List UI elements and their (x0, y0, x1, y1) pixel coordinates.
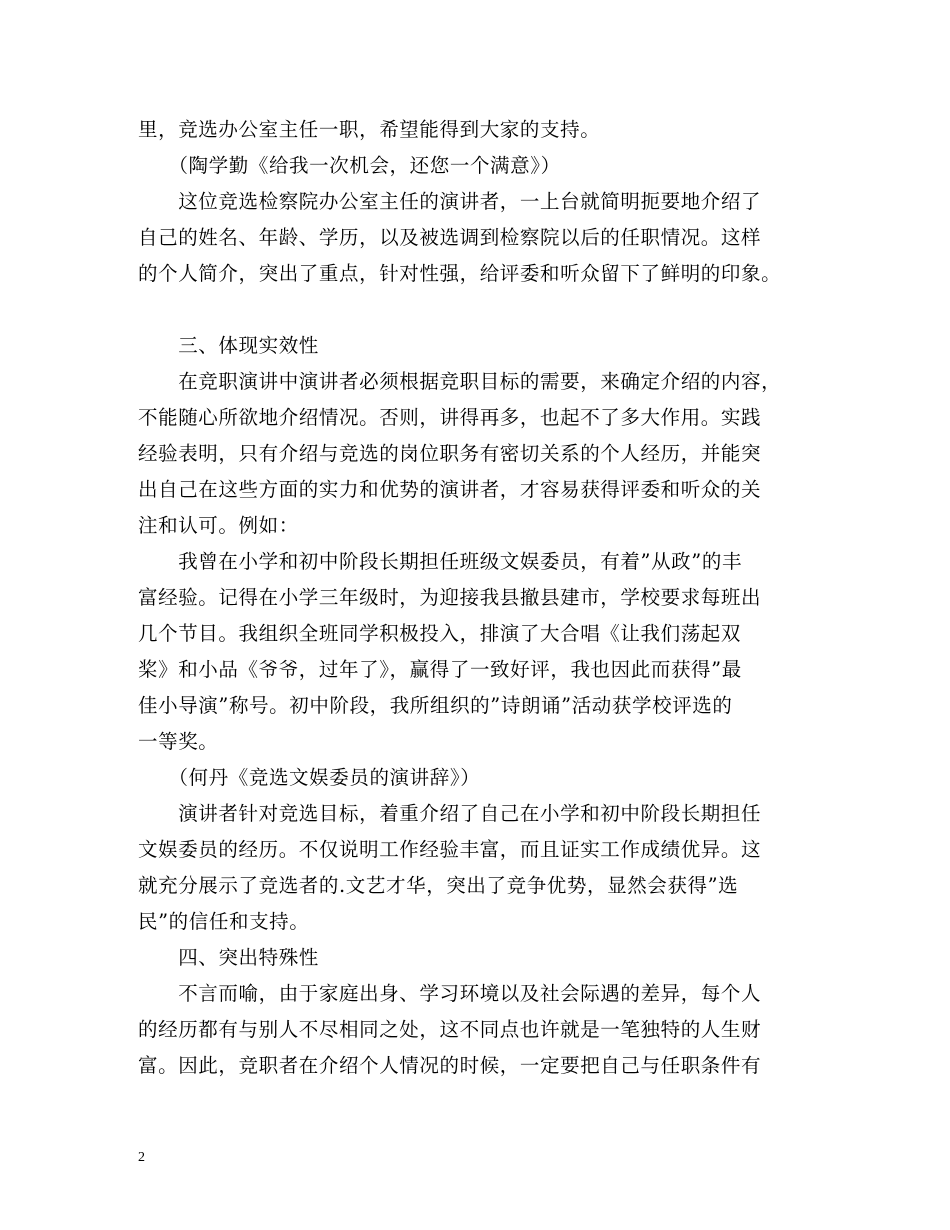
text-line: 的经历都有与别人不尽相同之处，这不同点也许就是一笔独特的人生财 (138, 1018, 762, 1041)
text-line: 文娱委员的经历。不仅说明工作经验丰富，而且证实工作成绩优异。这 (138, 838, 762, 861)
text-line: 注和认可。例如： (138, 514, 299, 537)
text-line: 在竞职演讲中演讲者必须根据竞职目标的需要，来确定介绍的内容， (138, 370, 782, 393)
citation-line: （何丹《竞选文娱委员的演讲辞》） (138, 766, 481, 789)
section-heading: 四、突出特殊性 (138, 946, 319, 969)
text-line: 不能随心所欲地介绍情况。否则，讲得再多，也起不了多大作用。实践 (138, 406, 762, 429)
page-number: 2 (138, 1150, 145, 1165)
text-line: 几个节目。我组织全班同学积极投入，排演了大合唱《让我们荡起双 (138, 622, 742, 645)
section-heading: 三、体现实效性 (138, 334, 319, 357)
text-line: 演讲者针对竞选目标，着重介绍了自己在小学和初中阶段长期担任 (138, 802, 762, 825)
text-line: 桨》和小品《爷爷，过年了》，赢得了一致好评，我也因此而获得”最 (138, 658, 742, 681)
text-line: 富经验。记得在小学三年级时，为迎接我县撤县建市，学校要求每班出 (138, 586, 762, 609)
text-line: 佳小导演”称号。初中阶段，我所组织的”诗朗诵”活动获学校评选的 (138, 694, 733, 717)
text-line: 里，竞选办公室主任一职，希望能得到大家的支持。 (138, 118, 601, 141)
text-line: 这位竞选检察院办公室主任的演讲者，一上台就简明扼要地介绍了 (138, 190, 762, 213)
text-line: 就充分展示了竞选者的.文艺才华，突出了竞争优势，显然会获得”选 (138, 874, 739, 897)
text-line: 不言而喻，由于家庭出身、学习环境以及社会际遇的差异，每个人 (138, 982, 762, 1005)
paragraph-gap (138, 292, 822, 328)
text-line: 出自己在这些方面的实力和优势的演讲者，才容易获得评委和听众的关 (138, 478, 762, 501)
body-text (138, 112, 822, 1084)
text-line: 经验表明，只有介绍与竞选的岗位职务有密切关系的个人经历，并能突 (138, 442, 762, 465)
text-line: 自己的姓名、年龄、学历，以及被选调到检察院以后的任职情况。这样 (138, 226, 762, 249)
text-line: 民”的信任和支持。 (138, 910, 310, 933)
citation-line: （陶学勤《给我一次机会，还您一个满意》） (138, 154, 561, 177)
text-line: 富。因此，竞职者在介绍个人情况的时候，一定要把自己与任职条件有 (138, 1054, 762, 1077)
text-line: 我曾在小学和初中阶段长期担任班级文娱委员，有着”从政”的丰 (138, 550, 743, 573)
text-line: 的个人简介，突出了重点，针对性强，给评委和听众留下了鲜明的印象。 (138, 262, 782, 285)
text-line: 一等奖。 (138, 730, 219, 753)
